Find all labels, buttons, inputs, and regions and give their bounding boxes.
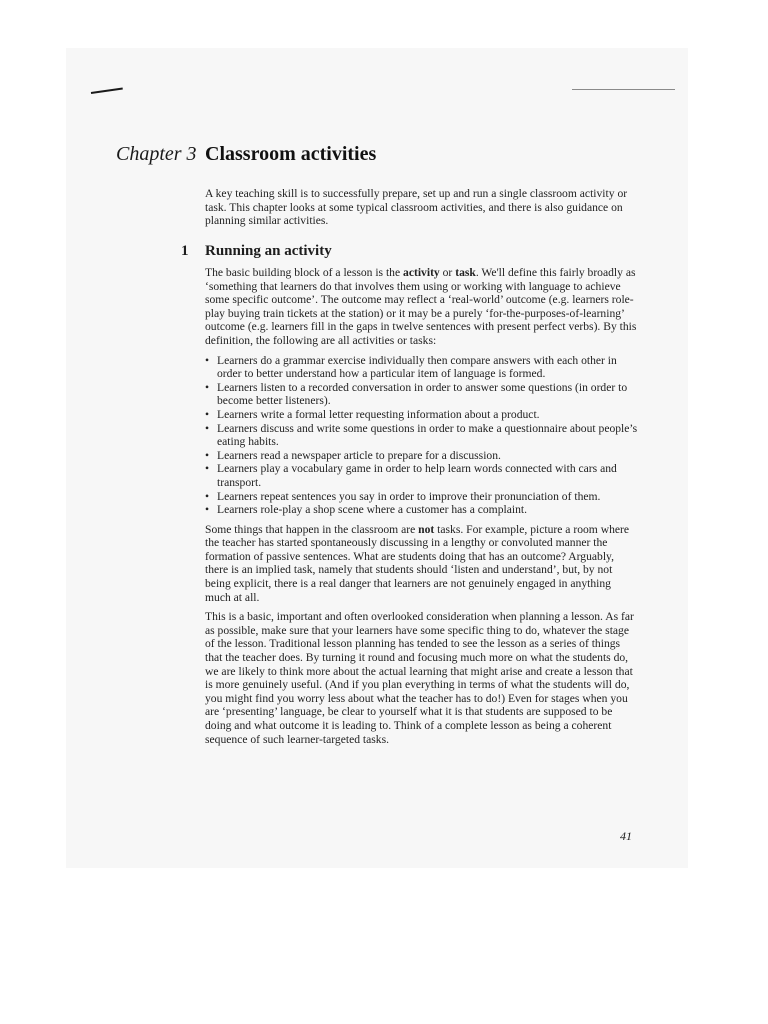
bullet: • [205, 380, 210, 394]
emphasis-not: not [418, 522, 435, 536]
chapter-title: Classroom activities [205, 143, 377, 165]
list-item: • Learners do a grammar exercise individually then compare answers with each other in order to better understand how a particular item of language is formed. [205, 353, 617, 381]
activity-list [205, 354, 639, 517]
term-task: task [455, 266, 476, 279]
list-item: • Learners role-play a shop scene where a customer has a complaint. [205, 503, 528, 517]
bullet: • [205, 448, 210, 462]
bullet: • [205, 407, 210, 421]
bullet: • [205, 462, 210, 476]
section-body [205, 266, 639, 752]
paragraph-not-tasks: Some things that happen in the classroom are not tasks. For example, picture a room where the teacher has started spontaneously discussing in a lengthy or convoluted manner the formation of passive sentences. What are students doing that has an outcome? Arguably, there is an implied task, namely that students should ‘listen and understand’, but, by not being explicit, there is a real danger that learners are not genuinely engaged in anything much at all. [205, 522, 630, 604]
chapter-label: Chapter 3 [116, 143, 197, 165]
list-item: • Learners repeat sentences you say in order to improve their pronunciation of them. [205, 489, 601, 503]
bullet: • [205, 353, 210, 367]
term-activity: activity [403, 266, 440, 279]
chapter-intro: A key teaching skill is to successfully prepare, set up and run a single classroom activity or task. This chapter looks at some typical classroom activities, and there is also guidance on planning similar activities. [205, 187, 628, 228]
list-item: • Learners write a formal letter requesting information about a product. [205, 407, 540, 421]
list-item: • Learners play a vocabulary game in order to help learn words connected with cars and transport. [205, 462, 617, 489]
page-number: 41 [620, 829, 632, 843]
list-item: • Learners listen to a recorded conversation in order to answer some questions (in order to become better listeners). [205, 380, 628, 408]
bullet: • [205, 503, 210, 517]
list-item: • Learners read a newspaper article to prepare for a discussion. [205, 448, 501, 462]
bullet: • [205, 489, 210, 503]
paragraph-planning: This is a basic, important and often overlooked consideration when planning a lesson. As far as possible, make sure that your learners have some specific thing to do, whatever the stage of the lesson. Traditional lesson planning has tended to see the lesson as a series of things that the teacher does. By turning it round and focusing much more on what the students do, we are likely to think more about the actual learning that might arise and create a lesson that is more genuinely useful. (And if you plan everything in terms of what the students will do, you might find you worry less about what the teacher has to do!) Even for stages when you are ‘presenting’ language, be clear to yourself what it is that students are supposed to be doing and what outcome it is leading to. Think of a complete lesson as being a coherent sequence of such learner-targeted tasks. [205, 610, 634, 746]
bullet: • [205, 421, 210, 435]
paragraph-definition: The basic building block of a lesson is the activity or task. We'll define this fairly broadly as ‘something that learners do that involves them using or working with language to achieve some specific outcome’. The outcome may reflect a ‘real-world’ outcome (e.g. learners role-play buying train tickets at the station) or it may be a purely ‘for-the-purposes-of-learning’ outcome (e.g. learners fill in the gaps in twelve sentences with present perfect verbs). By this definition, the following are all activities or tasks: [205, 266, 637, 347]
list-item: • Learners discuss and write some questions in order to make a questionnaire about people’s eating habits. [205, 421, 638, 449]
header-rule [572, 89, 675, 90]
section-number: 1 [181, 243, 189, 259]
section-title: Running an activity [205, 243, 332, 259]
